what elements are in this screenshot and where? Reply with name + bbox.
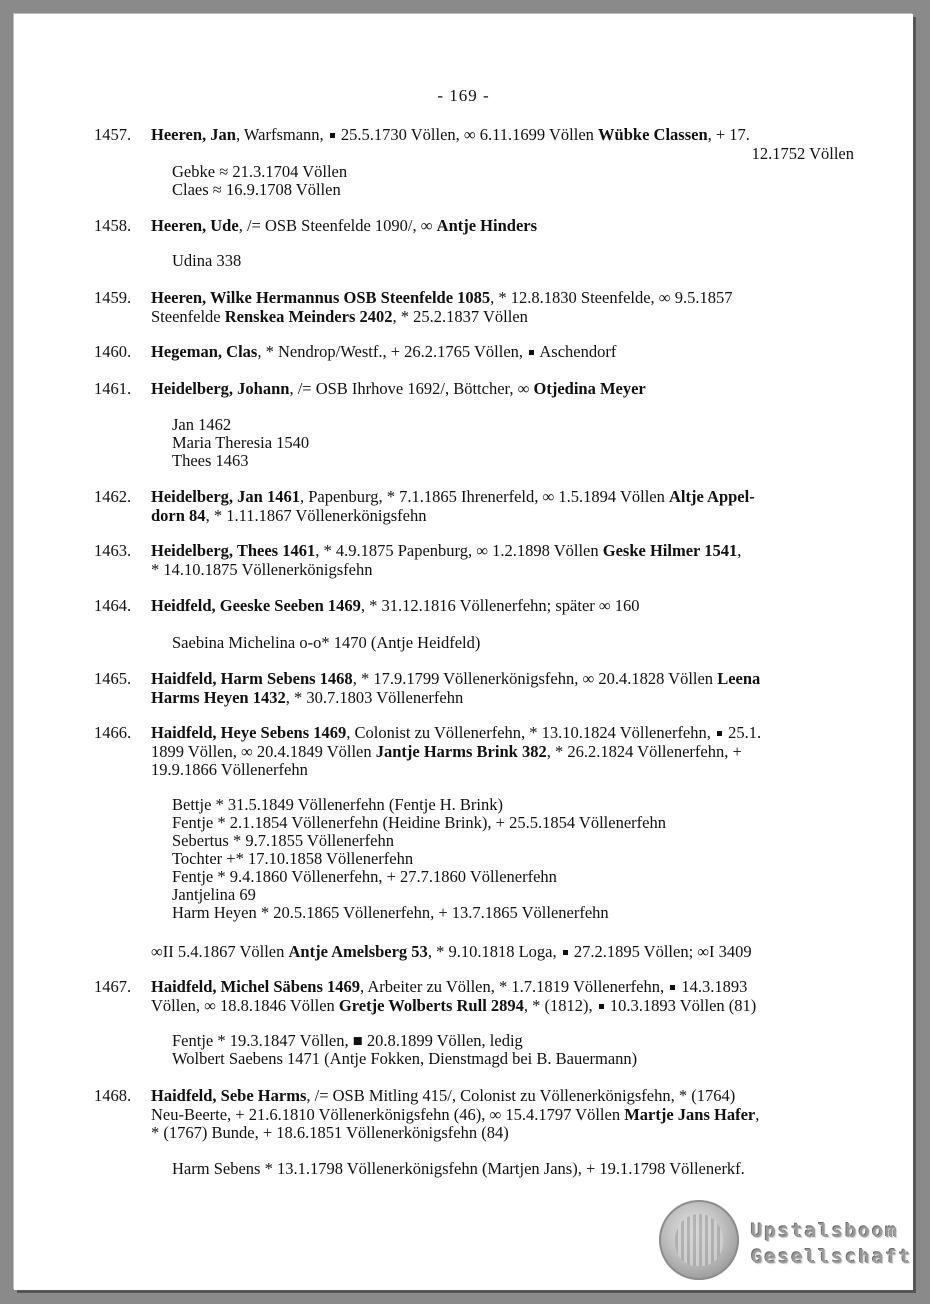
child-entry: Maria Theresia 1540 [172,433,310,452]
child-entry: Jan 1462 [172,415,232,434]
child-entry: Harm Heyen * 20.5.1865 Völlenerfehn, + 13.7.1865 Völlenerfehn [172,903,609,922]
entry-body [151,597,854,616]
text-segment: , * 17.9.1799 Völlenerkönigsfehn, ∞ 20.4.1828 Völlen [352,669,718,688]
entry-body [151,343,854,362]
children-list [172,163,347,199]
entry-1465 [94,670,854,707]
entry-body [151,488,854,525]
bold-name: Heeren, Jan [151,125,236,144]
entry-1458 [94,217,854,236]
text-segment: 19.9.1866 Völlenerfehn [151,760,308,779]
entry-body [151,217,854,236]
entry-number: 1468. [94,1086,132,1105]
entry-number: 1466. [94,723,132,742]
entry-line [151,308,854,327]
text-segment: , * 31.12.1816 Völlenerfehn; später ∞ 160 [360,596,640,615]
text-segment: * (1767) Bunde, + 18.6.1851 Völlenerkönigsfehn (84) [151,1123,509,1142]
entry-number: 1463. [94,541,132,560]
entry-line [151,997,854,1016]
child-entry: Jantjelina 69 [172,885,256,904]
bold-name: Haidfeld, Sebe Harms [151,1086,307,1105]
page-number: - 169 - [437,86,490,105]
entry-body [151,289,854,326]
text-segment: 1899 Völlen, ∞ 20.4.1849 Völlen [151,741,376,761]
children-list [172,1032,637,1068]
entry-line [151,689,854,708]
entry-line [151,978,854,997]
entry-number: 1464. [94,596,132,615]
child-entry: Udina 338 [172,251,242,270]
text-segment: , * 12.8.1830 Steenfelde, ∞ 9.5.1857 [490,288,733,307]
child-entry: Fentje * 2.1.1854 Völlenerfehn (Heidine Brink), + 25.5.1854 Völlenerfehn [172,813,666,832]
text-segment: , Arbeiter zu Völlen, * 1.7.1819 Völlenerfehn, [360,977,669,996]
bold-name: Heidelberg, Johann [151,379,290,398]
entry-body [151,380,854,399]
bold-name: Heidelberg, Jan 1461 [151,487,300,506]
bold-name: Haidfeld, Harm Sebens 1468 [151,669,353,688]
text-segment: Steenfelde [151,306,225,326]
child-entry: Harm Sebens * 13.1.1798 Völlenerkönigsfehn (Martjen Jans), + 19.1.1798 Völlenerkf. [172,1159,745,1178]
entry-line [151,724,854,743]
child-entry: Fentje * 19.3.1847 Völlen, ■ 20.8.1899 Völlen, ledig [172,1031,523,1050]
text-segment: , /= OSB Steenfelde 1090/, ∞ [238,216,437,235]
upstalsboom-seal-icon [659,1200,739,1280]
text-segment: , /= OSB Mitling 415/, Colonist zu Völlenerkönigsfehn, * (1764) [306,1086,736,1105]
entry-1464 [94,597,854,616]
text-segment: * 14.10.1875 Völlenerkönigsfehn [151,559,373,579]
children-list [172,1160,745,1178]
child-entry: Wolbert Saebens 1471 (Antje Fokken, Dienstmagd bei B. Bauermann) [172,1049,638,1068]
children-list [172,416,309,470]
text-segment: ∞II 5.4.1867 Völlen [151,942,289,961]
bold-name: Hegeman, Clas [151,342,258,361]
bold-name: Harms Heyen 1432 [151,687,286,707]
brand-line-2: Gesellschaft [751,1246,913,1268]
entry-line [151,289,854,308]
entry-1457 [94,126,854,163]
entry-line [151,542,854,561]
children-list [172,634,480,652]
text-segment: 14.3.1893 [677,977,748,996]
child-entry: Saebina Michelina o-o* 1470 (Antje Heidfeld) [172,633,481,652]
text-segment: , [737,541,742,560]
entry-line [151,743,854,762]
entry-number: 1467. [94,977,132,996]
bold-name: Leena [717,669,761,688]
entry-line [151,343,854,362]
entry-line [151,561,854,580]
bold-name: Geske Hilmer 1541 [602,541,738,560]
text-segment: , * (1812), [523,995,597,1015]
entry-1459 [94,289,854,326]
document-page [14,14,913,1290]
bold-name: Haidfeld, Heye Sebens 1469 [151,723,347,742]
text-segment: , * 9.10.1818 Loga, [427,942,561,961]
bold-name: Otjedina Meyer [533,379,646,398]
entry-1460 [94,343,854,362]
entry-line [151,1124,854,1143]
second-marriage-line [151,943,752,961]
child-entry: Thees 1463 [172,451,249,470]
entry-body [151,126,854,163]
text-segment: , * Nendrop/Westf., + 26.2.1765 Völlen, [257,342,528,361]
entry-line [151,488,854,507]
entry-body [151,978,854,1015]
entry-body [151,724,854,780]
entry-number: 1457. [94,125,132,144]
text-segment: , + 17. [707,125,750,144]
text-segment: , * 25.2.1837 Völlen [392,306,528,326]
bold-name: Antje Amelsberg 53 [288,942,428,961]
bold-name: Heeren, Wilke Hermannus OSB Steenfelde 1085 [151,288,491,307]
text-segment: 12.1752 Völlen [751,143,854,163]
bold-name: Heidfeld, Geeske Seeben 1469 [151,596,361,615]
brand-line-1: Upstalsboom [751,1220,899,1242]
burial-mark-icon [330,133,335,138]
child-entry: Bettje * 31.5.1849 Völlenerfehn (Fentje H. Brink) [172,795,504,814]
text-segment: Aschendorf [536,342,617,361]
text-segment: 10.3.1893 Völlen (81) [605,995,757,1015]
bold-name: Martje Jans Hafer [624,1104,756,1124]
text-segment: , Papenburg, * 7.1.1865 Ihrenerfeld, ∞ 1.5.1894 Völlen [299,487,670,506]
entry-number: 1462. [94,487,132,506]
bold-name: Heidelberg, Thees 1461 [151,541,316,560]
bold-name: Renskea Meinders 2402 [224,306,393,326]
burial-mark-icon [529,350,534,355]
burial-mark-icon [599,1004,604,1009]
text-segment: Neu-Beerte, + 21.6.1810 Völlenerkönigsfehn (46), ∞ 15.4.1797 Völlen [151,1104,625,1124]
child-entry: Claes ≈ 16.9.1708 Völlen [172,180,341,199]
text-segment: 27.2.1895 Völlen; ∞I 3409 [569,942,752,961]
text-segment: , Colonist zu Völlenerfehn, * 13.10.1824 Völlenerfehn, [346,723,716,742]
burial-mark-icon [563,950,568,955]
text-segment: , * 26.2.1824 Völlenerfehn, + [546,741,742,761]
entry-number: 1461. [94,379,132,398]
text-segment: , * 30.7.1803 Völlenerfehn [285,687,464,707]
text-segment: , /= OSB Ihrhove 1692/, Böttcher, ∞ [289,379,534,398]
text-segment: Völlen, ∞ 18.8.1846 Völlen [151,995,339,1015]
entry-line [151,1106,854,1125]
entry-number: 1465. [94,669,132,688]
child-entry: Tochter +* 17.10.1858 Völlenerfehn [172,849,414,868]
children-list [172,252,241,270]
text-segment: 25.1. [724,723,762,742]
bold-name: Haidfeld, Michel Säbens 1469 [151,977,361,996]
entry-line [151,670,854,689]
child-entry: Gebke ≈ 21.3.1704 Völlen [172,162,348,181]
entry-number: 1459. [94,288,132,307]
bold-name: Heeren, Ude [151,216,239,235]
entry-line [151,380,854,399]
entry-number: 1458. [94,216,132,235]
text-segment: , Warfsmann, [235,125,328,144]
entry-1462 [94,488,854,525]
child-entry: Fentje * 9.4.1860 Völlenerfehn, + 27.7.1860 Völlenerfehn [172,867,557,886]
bold-name: Wübke Classen [598,125,708,144]
children-list [172,796,666,922]
bold-name: Altje Appel- [669,487,755,506]
entry-line [151,126,854,145]
entry-body [151,1087,854,1143]
entry-line [151,1087,854,1106]
bold-name: Gretje Wolberts Rull 2894 [338,995,524,1015]
child-entry: Sebertus * 9.7.1855 Völlenerfehn [172,831,394,850]
text-segment: , * 1.11.1867 Völlenerkönigsfehn [205,505,427,525]
marriage-line [151,943,752,961]
entry-body [151,542,854,579]
entry-line [151,597,854,616]
entry-line [151,217,854,236]
text-segment: 25.5.1730 Völlen, ∞ 6.11.1699 Völlen [336,125,599,144]
entry-1467 [94,978,854,1015]
entry-number: 1460. [94,342,132,361]
entry-line [151,507,854,526]
text-segment: , [755,1104,760,1124]
entry-1466 [94,724,854,780]
entry-1463 [94,542,854,579]
bold-name: dorn 84 [151,505,206,525]
text-segment: , * 4.9.1875 Papenburg, ∞ 1.2.1898 Völlen [315,541,603,560]
burial-mark-icon [670,985,675,990]
entry-line [151,145,854,164]
entry-body [151,670,854,707]
entry-line [151,761,854,780]
bold-name: Antje Hinders [436,216,538,235]
bold-name: Jantje Harms Brink 382 [375,741,547,761]
entry-1468 [94,1087,854,1143]
burial-mark-icon [717,731,722,736]
entry-1461 [94,380,854,399]
